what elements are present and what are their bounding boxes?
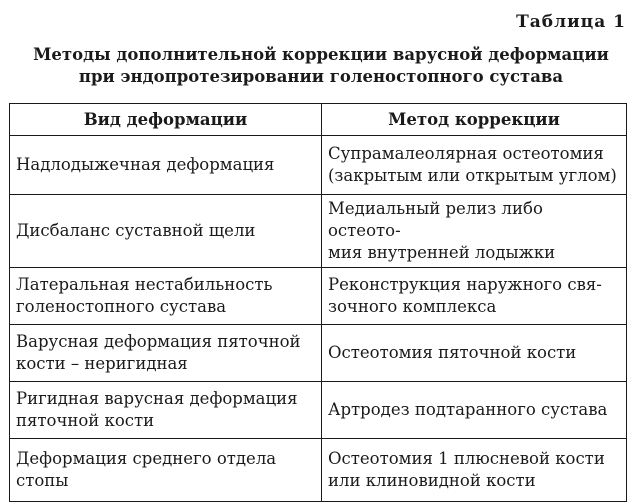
deformity-cell <box>10 382 322 439</box>
cell-line: кости – неригидная <box>16 354 188 373</box>
cell-line: Остеотомия пяточной кости <box>328 343 577 362</box>
table-row <box>10 268 627 325</box>
table-number: Таблица 1 <box>516 12 626 32</box>
cell-line: Супрамалеолярная остеотомия <box>328 144 604 163</box>
table-title-line-2: при эндопротезировании голеностопного сустава <box>78 67 564 86</box>
deformity-cell <box>10 439 322 502</box>
cell-line: Надлодыжечная деформация <box>16 155 275 174</box>
cell-line: пяточной кости <box>16 411 155 430</box>
table-title <box>0 44 642 88</box>
cell-line: Варусная деформация пяточной <box>16 332 301 351</box>
table-row <box>10 136 627 195</box>
column-header-deformity: Вид деформации <box>10 104 322 136</box>
method-cell <box>322 325 627 382</box>
table-row <box>10 325 627 382</box>
cell-line: Остеотомия 1 плюсневой кости <box>328 449 605 468</box>
cell-line: или клиновидной кости <box>328 471 536 490</box>
method-cell <box>322 195 627 268</box>
cell-line: Латеральная нестабильность <box>16 275 273 294</box>
cell-line: Артродез подтаранного сустава <box>328 400 608 419</box>
table-row <box>10 195 627 268</box>
correction-methods-table <box>9 103 627 502</box>
cell-line: стопы <box>16 471 69 490</box>
deformity-cell <box>10 268 322 325</box>
method-cell <box>322 382 627 439</box>
cell-line: (закрытым или открытым углом) <box>328 166 617 185</box>
deformity-cell <box>10 195 322 268</box>
cell-line: Ригидная варусная деформация <box>16 389 298 408</box>
deformity-cell <box>10 325 322 382</box>
cell-line: голеностопного сустава <box>16 297 227 316</box>
cell-line: мия внутренней лодыжки <box>328 243 556 262</box>
cell-line: Реконструкция наружного свя- <box>328 275 602 294</box>
cell-line: зочного комплекса <box>328 297 497 316</box>
method-cell <box>322 439 627 502</box>
table-header-row <box>10 104 627 136</box>
table-row <box>10 439 627 502</box>
cell-line: Дисбаланс суставной щели <box>16 221 256 240</box>
method-cell <box>322 268 627 325</box>
cell-line: Деформация среднего отдела <box>16 449 277 468</box>
method-cell <box>322 136 627 195</box>
deformity-cell <box>10 136 322 195</box>
column-header-method: Метод коррекции <box>322 104 627 136</box>
table-title-line-1: Методы дополнительной коррекции варусной деформации <box>33 45 609 64</box>
cell-line: Медиальный релиз либо остеото- <box>328 199 543 240</box>
table-row <box>10 382 627 439</box>
